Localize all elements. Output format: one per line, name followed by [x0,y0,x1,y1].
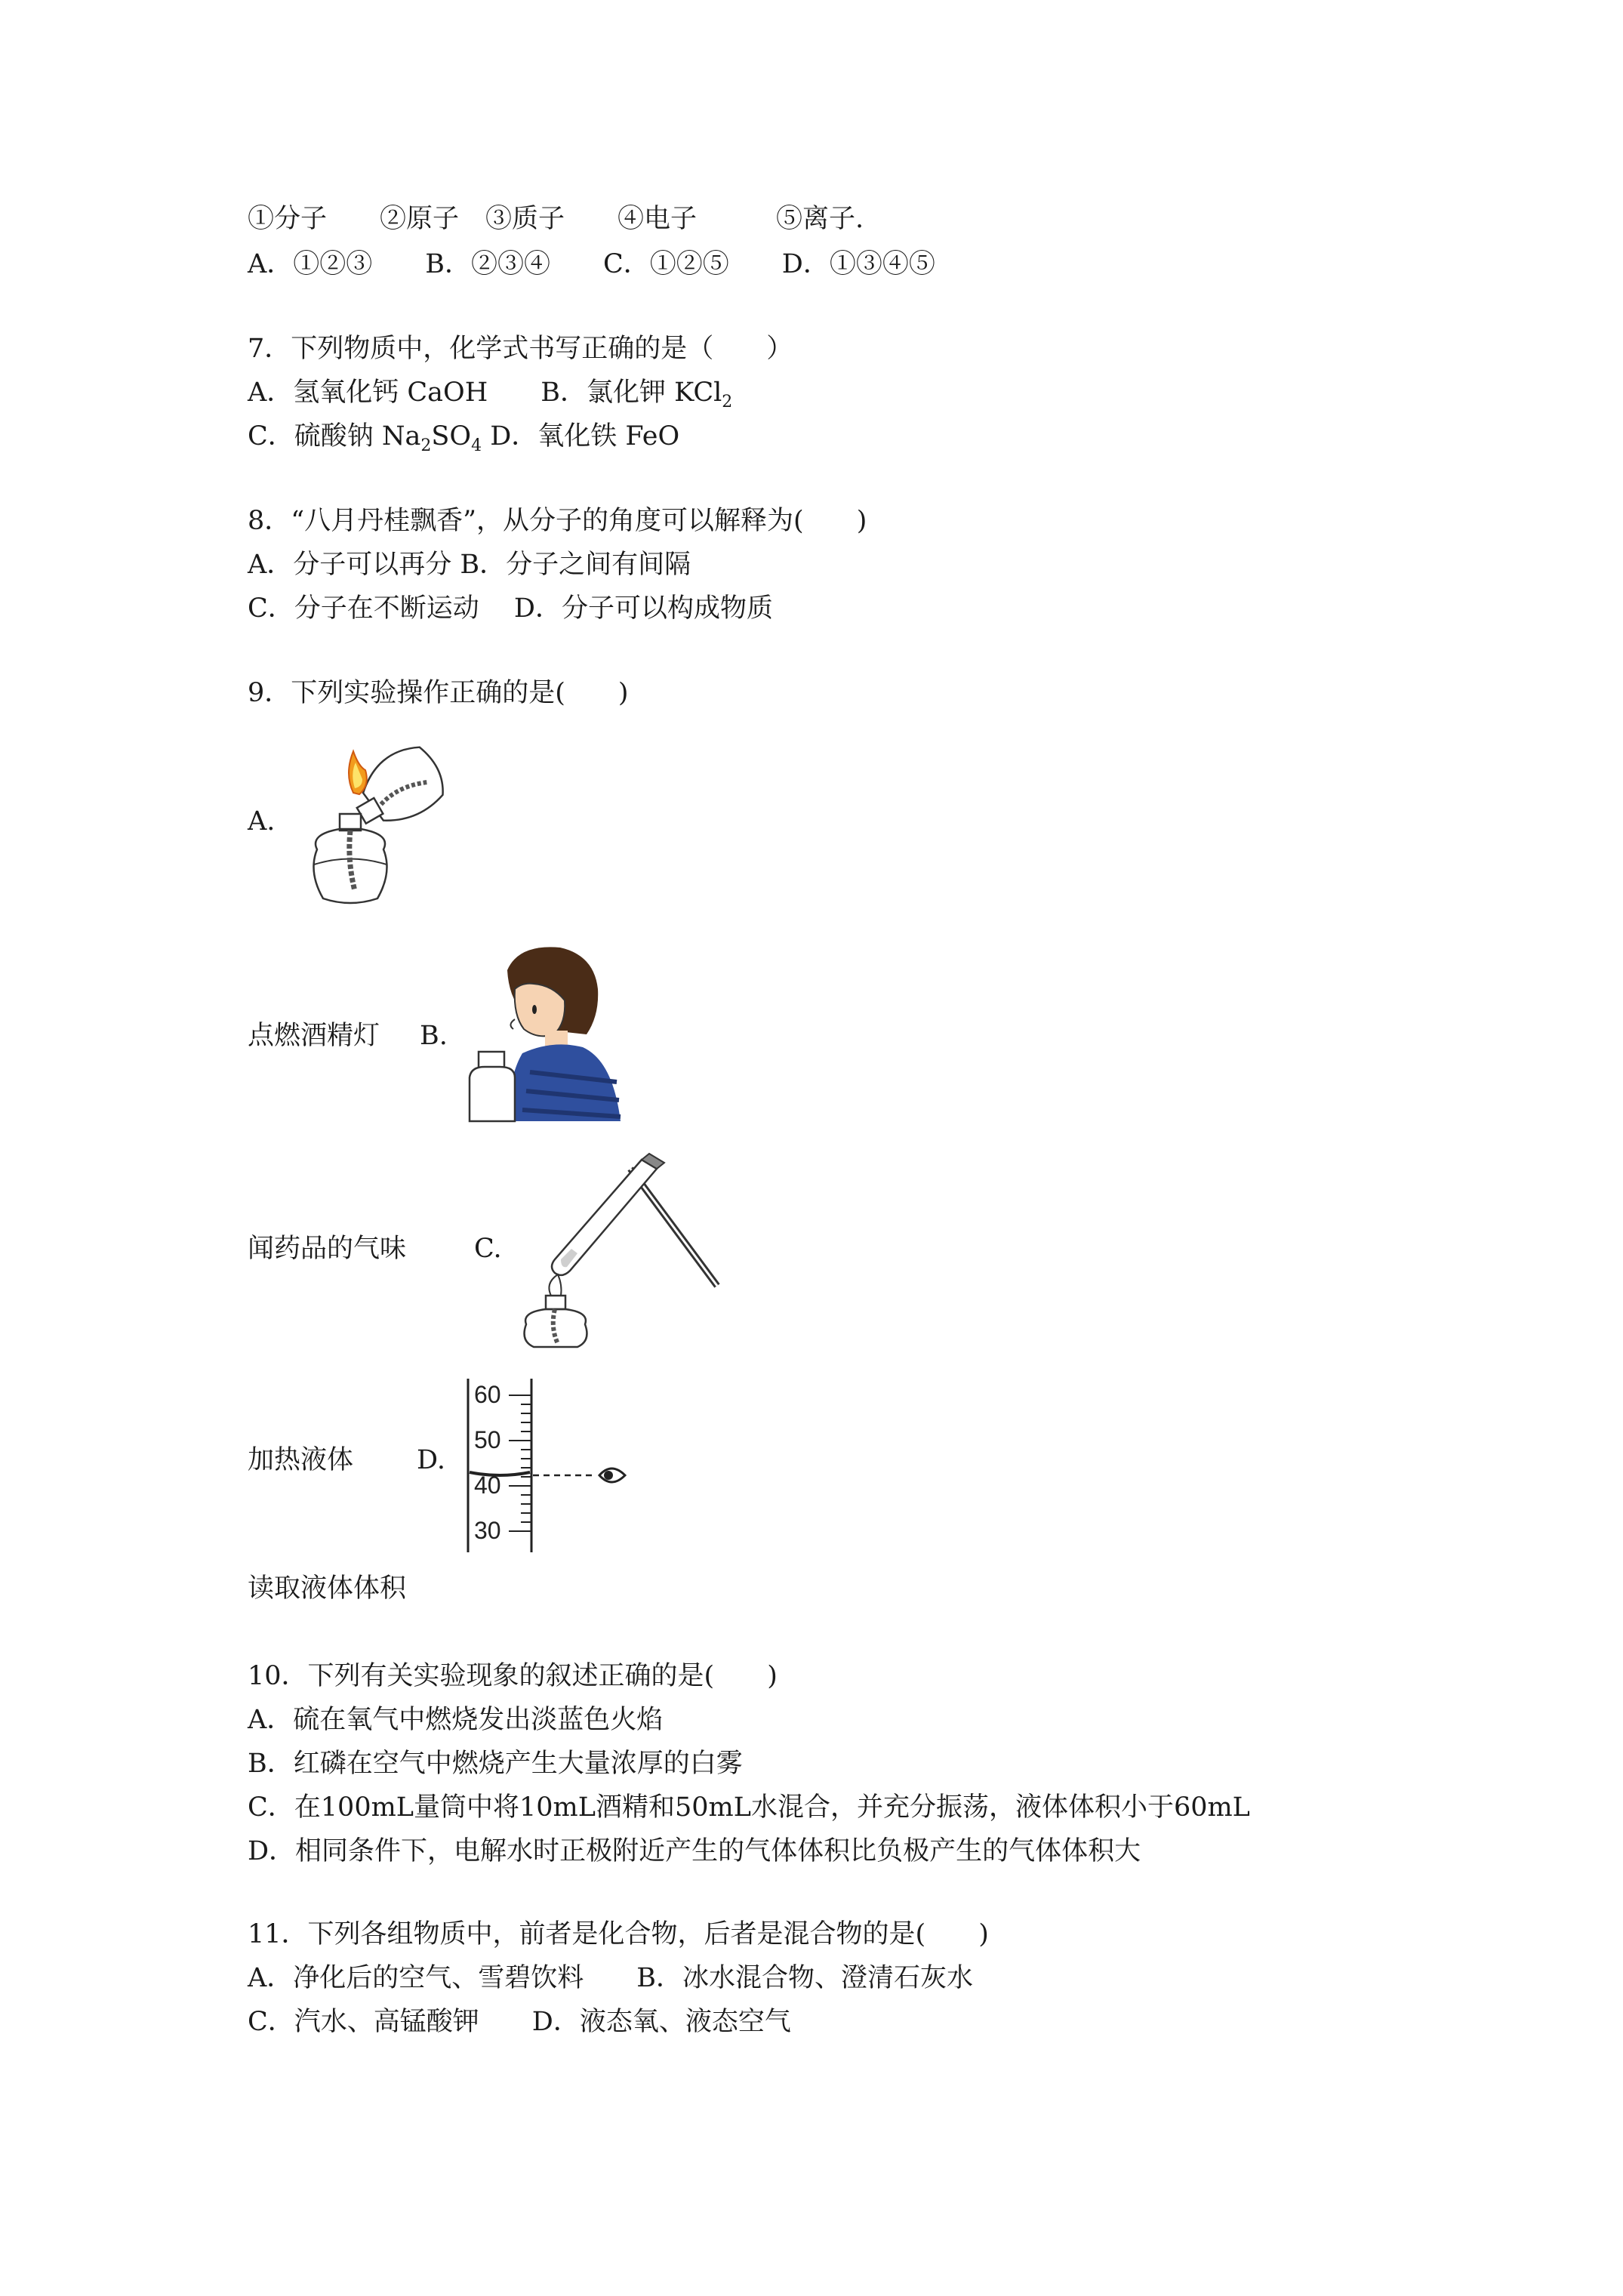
q7-choices-cd [248,420,679,453]
q9-option-a-label: A. [248,806,276,837]
q7-d-text: D．氧化铁 FeO [482,421,680,451]
q11-stem: 11．下列各组物质中，前者是化合物，后者是混合物的是( ) [248,1919,989,1949]
cylinder-tick-50: 50 [474,1426,501,1453]
smelling-chemical-image [462,940,624,1125]
q7-ab-text: A．氢氧化钙 CaOH B．氯化钾 KCl [248,378,722,408]
q9-option-d-label: D. [417,1445,445,1475]
q8-choices-ab: A．分子可以再分 B．分子之间有间隔 [248,550,691,580]
q9-option-d-caption: 读取液体体积 [248,1573,407,1604]
q10-choice-d: D．相同条件下，电解水时正极附近产生的气体体积比负极产生的气体体积大 [248,1836,1141,1866]
q9-stem: 9．下列实验操作正确的是( ) [248,678,629,708]
q11-choices-ab: A．净化后的空气、雪碧饮料 B．冰水混合物、澄清石灰水 [248,1963,973,1993]
q9-option-a-caption: 点燃酒精灯 [248,1021,380,1051]
q10-choice-c: C．在100mL量筒中将10mL酒精和50mL水混合，并充分振荡，液体体积小于60mL [248,1792,1250,1823]
graduated-cylinder-reading-image [462,1377,636,1555]
q7-c-formula: SO [431,421,472,451]
q11-choices-cd: C．汽水、高锰酸钾 D．液态氧、液态空气 [248,2007,791,2037]
cylinder-tick-30: 30 [474,1517,501,1544]
heating-liquid-image [517,1154,721,1350]
q7-ab-subscript: 2 [722,393,733,411]
eye-icon [599,1469,625,1482]
alcohol-lamp-lighting-image [287,732,468,914]
q9-option-b-label: B. [420,1021,448,1051]
q9-option-c-label: C. [474,1234,502,1264]
q8-stem: 8．“八月丹桂飘香”，从分子的角度可以解释为( ) [248,506,867,536]
q7-c-subscript-2: 4 [471,436,482,455]
q6-choices: A．①②③ B．②③④ C．①②⑤ D．①③④⑤ [248,249,935,279]
q7-c-subscript-1: 2 [420,436,432,455]
q8-choices-cd: C．分子在不断运动 D．分子可以构成物质 [248,593,773,624]
q9-option-c-caption: 加热液体 [248,1445,354,1475]
q7-stem: 7．下列物质中，化学式书写正确的是（ ） [248,334,793,364]
cylinder-tick-60: 60 [474,1381,501,1408]
q7-c-text: C．硫酸钠 Na [248,421,421,451]
cylinder-tick-40: 40 [474,1472,501,1499]
q10-stem: 10．下列有关实验现象的叙述正确的是( ) [248,1661,778,1691]
q7-choices-ab [248,376,732,409]
q10-choice-a: A．硫在氧气中燃烧发出淡蓝色火焰 [248,1705,664,1735]
q9-option-b-caption: 闻药品的气味 [248,1234,407,1264]
q10-choice-b: B．红磷在空气中燃烧产生大量浓厚的白雾 [248,1749,743,1779]
q6-items: ①分子 ②原子 ③质子 ④电子 ⑤离子. [248,204,864,234]
